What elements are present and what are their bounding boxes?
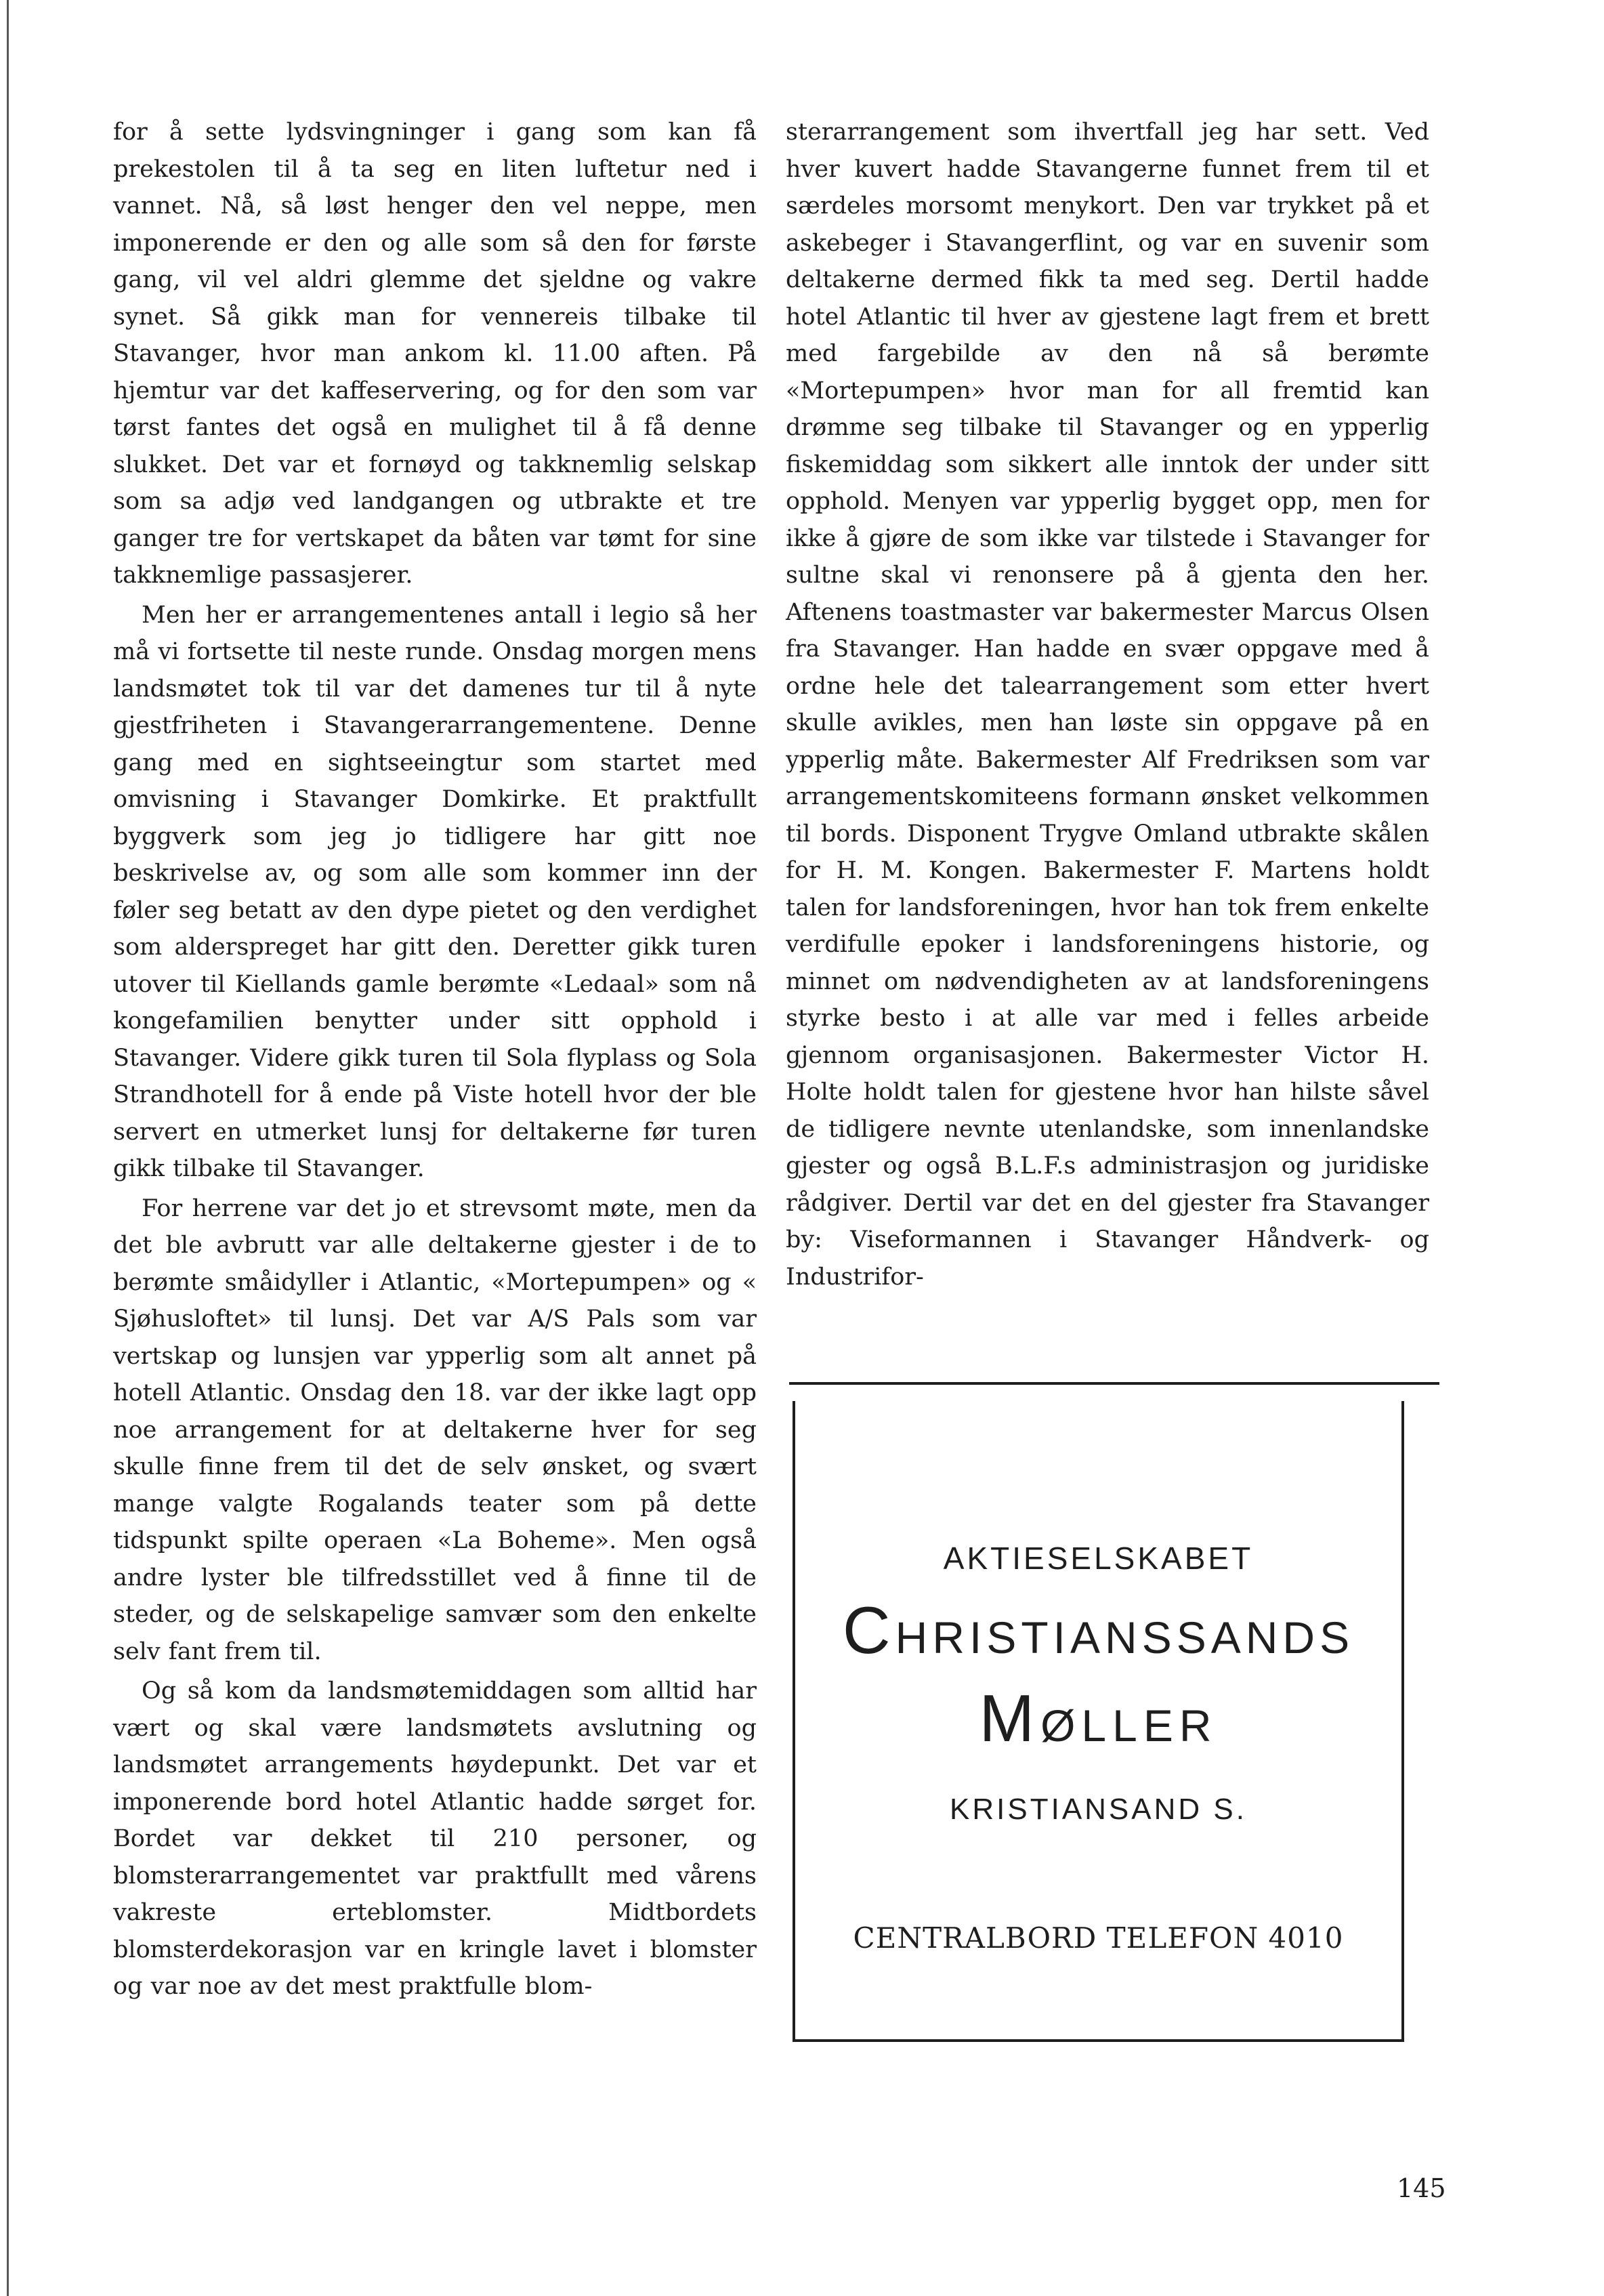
left-paragraph-1: for å sette lydsvingninger i gang som kan få prekestolen til å ta seg en liten luftetur ned i vannet. Nå, så løst henger den vel neppe, men imponerende er den og alle som så den for første gang, vil vel aldri glemme det sjeldne og vakre synet. Så gikk man for vennereis tilbake til Stavanger, hvor man ankom kl. 11.00 aften. På hjemtur var det kaffeservering, og for den som var tørst fantes det også en mulighet til å få denne slukket. Det var et fornøyd og takknemlig selskap som sa adjø ved landgangen og utbrakte et tre ganger tre for vertskapet da båten var tømt for sine takknemlige passasjerer.	[113, 119, 757, 589]
right-column	[786, 114, 1429, 1295]
left-paragraph-4: Og så kom da landsmøtemiddagen som alltid har vært og skal være landsmøtets avslutning og landsmøtet arrangements høydepunkt. Det var et imponerende bord hotel Atlantic hadde sørget for. Bordet var dekket til 210 personer, og blomsterarrangementet var praktfullt med vårens vakreste erteblomster. Midtbordets blomsterdekorasjon var en kringle lavet i blomster og var noe av det mest praktfulle blom-	[113, 1677, 757, 2000]
page-edge-line	[7, 0, 9, 2296]
left-paragraph-2: Men her er arrangementenes antall i legio så her må vi fortsette til neste runde. Onsdag morgen mens landsmøtet tok til var det damenes tur til å nyte gjestfriheten i Stavangerarrangementene. Denne gang med en sightseeingtur som startet med omvisning i Stavanger Domkirke. Et praktfullt byggverk som jeg jo tidligere har gitt noe beskrivelse av, og som alle som kommer inn der føler seg betatt av den dype pietet og den verdighet som alderspreget har gitt den. Deretter gikk turen utover til Kiellands gamle berømte «Ledaal» som nå kongefamilien benytter under sitt opphold i Stavanger. Videre gikk turen til Sola flyplass og Sola Strandhotell for å ende på Viste hotell hvor der ble servert en utmerket lunsj for deltakerne før turen gikk tilbake til Stavanger.	[113, 601, 757, 1182]
left-paragraph-3: For herrene var det jo et strevsomt møte, men da det ble avbrutt var alle deltakerne gjester i de to berømte småidyller i Atlantic, «Mortepumpen» og « Sjøhusloftet» til lunsj. Det var A/S Pals som var vertskap og lunsjen var ypperlig som alt annet på hotell Atlantic. Onsdag den 18. var der ikke lagt opp noe arrangement for at deltakerne hver for seg skulle finne frem til det de selv ønsket, og svært mange valgte Rogalands teater som på dette tidspunkt spilte operaen «La Boheme». Men også andre lyster ble tilfredsstillet ved å finne til de steder, og de selskapelige samvær som den enkelte selv fant frem til.	[113, 1194, 757, 1665]
left-column	[113, 114, 757, 2005]
advertisement-box	[793, 1401, 1404, 2042]
ad-name-1-initial: C	[842, 1593, 895, 1667]
page-number: 145	[1397, 2173, 1446, 2203]
advertisement-top-rule	[789, 1382, 1439, 1385]
ad-company-name-2	[795, 1680, 1401, 1757]
right-paragraph-1: sterarrangement som ihvertfall jeg har sett. Ved hver kuvert hadde Stavangerne funnet frem til et særdeles morsomt menykort. Den var trykket på et askebeger i Stavangerflint, og var en suvenir som deltakerne dermed fikk ta med seg. Dertil hadde hotel Atlantic til hver av gjestene lagt frem et brett med fargebilde av den nå så berømte «Mortepumpen» hvor man for all fremtid kan drømme seg tilbake til Stavanger og en ypperlig fiskemiddag som sikkert alle inntok der under sitt opphold. Menyen var ypperlig bygget opp, men for ikke å gjøre de som ikke var tilstede i Stavanger for sultne skal vi renonsere på å gjenta den her. Aftenens toastmaster var bakermester Marcus Olsen fra Stavanger. Han hadde en svær oppgave med å ordne hele det talearrangement som etter hvert skulle avikles, men han løste sin oppgave på en ypperlig måte. Bakermester Alf Fredriksen som var arrangementskomiteens formann ønsket velkommen til bords. Disponent Trygve Omland utbrakte skålen for H. M. Kongen. Bakermester F. Martens holdt talen for landsforeningen, hvor han tok frem enkelte verdifulle epoker i landsforeningens historie, og minnet om nødvendigheten av at landsforeningens styrke besto i at alle var med i felles arbeide gjennom organisasjonen. Bakermester Victor H. Holte holdt talen for gjestene hvor han hilste såvel de tidligere nevnte utenlandske, som innenlandske gjester og også B.L.F.s administrasjon og juridiske rådgiver. Dertil var det en del gjester fra Stavanger by: Viseformannen i Stavanger Håndverk- og Industrifor-	[786, 119, 1429, 1291]
ad-name-2-rest: ØLLER	[1040, 1700, 1218, 1751]
ad-location: KRISTIANSAND S.	[950, 1793, 1247, 1826]
ad-company-type: AKTIESELSKABET	[943, 1541, 1254, 1576]
ad-name-2-initial: M	[979, 1681, 1041, 1755]
ad-telephone: CENTRALBORD TELEFON 4010	[853, 1921, 1344, 1955]
ad-name-1-rest: HRISTIANSSANDS	[895, 1612, 1355, 1663]
ad-company-name-1	[795, 1592, 1401, 1669]
